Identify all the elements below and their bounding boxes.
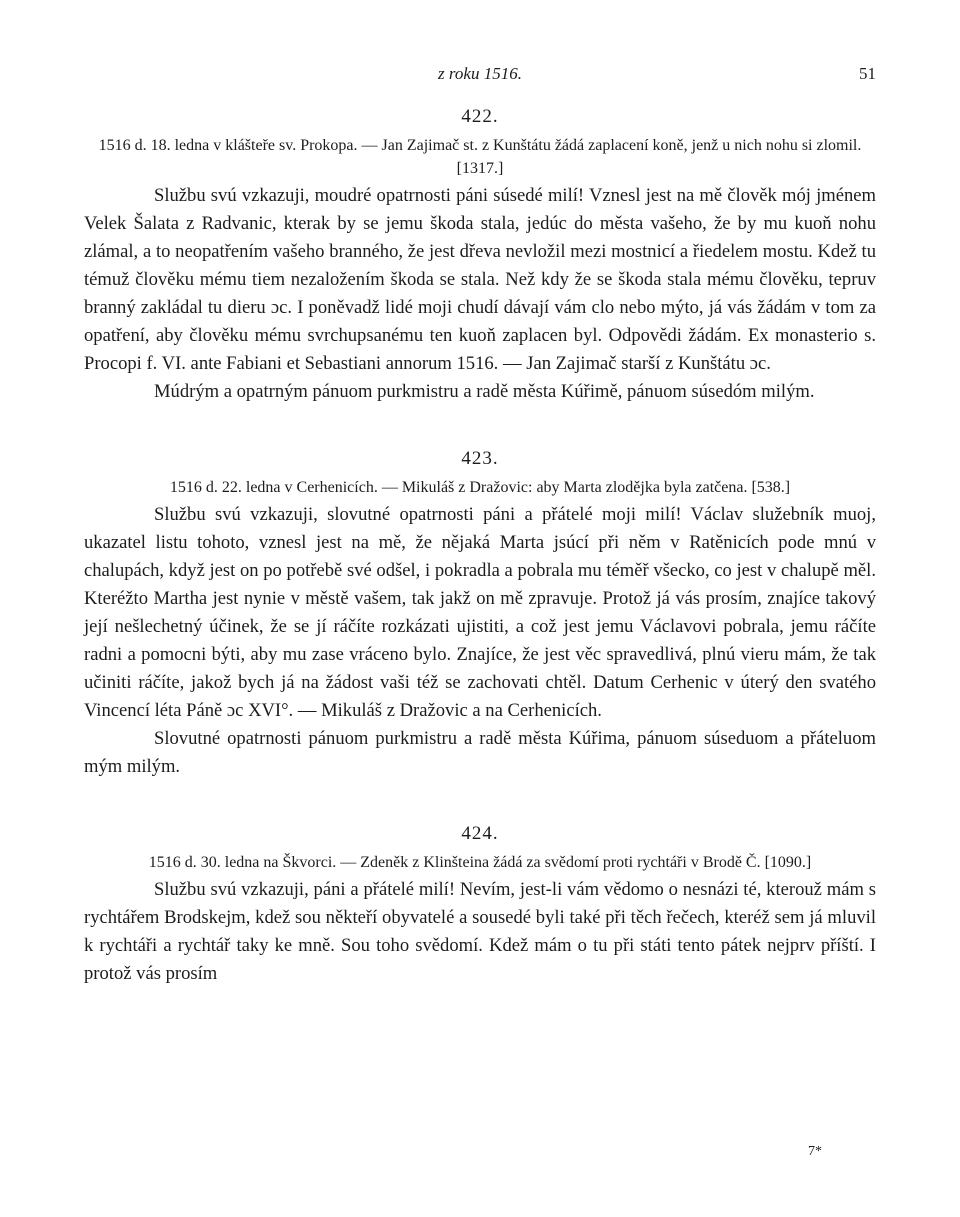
page-number: 51 <box>859 64 876 83</box>
document-number: 422. <box>461 106 499 127</box>
documents <box>84 104 876 988</box>
document-424 <box>84 821 876 988</box>
document-header: 1516 d. 22. ledna v Cerhenicích. — Mikuláš z Dražovic: aby Marta zlodějka byla zatčena. [538.] <box>169 479 791 496</box>
document-header: 1516 d. 30. ledna na Škvorci. — Zdeněk z Klinšteina žádá za svědomí proti rychtáři v Brodě Č. [1090.] <box>148 854 812 871</box>
letter-text: Službu svú vzkazuji, slovutné opatrnosti páni a přátelé moji milí! Václav služebník muoj, ukazatel listu tohoto, vznesl jest na mě, že nějaká Marta jsúcí při něm v Ratěnicích pode mnú v chalupách, když jest on po potřebě své odšel, i pokradla a pobrala mu téměř všecko, co jest v chalupě měl. Kteréžto Martha jest nynie v městě vašem, tak jakž on mě zpravuje. Protož já vás prosím, znajíce takový její nešlechetný účinek, že se jí ráčíte rozkázati ujistiti, a což jest jemu Václavovi pobrala, jemu ráčíte radni a pomocni býti, aby mu zase vráceno bylo. Znajíce, že jest věc spravedlivá, plnú vieru mám, že tak učiniti ráčíte, jakož bych já na žádost vaši též se zachovati chtěl. Datum Cerhenic v úterý den svatého Vincencí léta Páně ɔc XVI°. — Mikuláš z Dražovic a na Cerhenicích. <box>84 504 876 721</box>
document-423 <box>84 446 876 781</box>
document-number: 423. <box>461 448 499 469</box>
book-page <box>84 0 876 1217</box>
document-header: 1516 d. 18. ledna v klášteře sv. Prokopa. — Jan Zajimač st. z Kunštátu žádá zaplacení koně, jenž u nich nohu si zlomil. [1317.] <box>98 137 862 177</box>
document-422 <box>84 104 876 406</box>
letter-text: Službu svú vzkazuji, moudré opatrnosti páni súsedé milí! Vznesl jest na mě člověk mój jménem Velek Šalata z Radvanic, kterak by se jemu škoda stala, jedúc do města vašeho, že by mu kuoň nohu zlámal, a to neopatřením vašeho branného, že jest dřeva nevložil mezi mostnicí a řiedelem mostu. Kdež tu témuž člověku mému tiem nezaložením škoda se stala. Než kdy že se škoda stala mému člověku, tepruv branný zakládal tu dieru ɔc. I poněvadž lidé moji chudí dávají vám clo nebo mýto, já vás žádám v tom za opatření, aby člověku mému svrchupsanému ten kuoň zaplacen byl. Odpovědi žádám. Ex monasterio s. Procopi f. VI. ante Fabiani et Sebastiani annorum 1516. — Jan Zajimač starší z Kunštátu ɔc. <box>84 185 876 374</box>
letter-address: Slovutné opatrnosti pánuom purkmistru a radě města Kúřima, pánuom súseduom a přáteluom mým milým. <box>84 728 876 777</box>
signature-mark: 7* <box>808 1144 822 1159</box>
running-head <box>84 60 876 90</box>
letter-text: Službu svú vzkazuji, páni a přátelé milí! Nevím, jest-li vám vědomo o nesnázi té, kterouž mám s rychtářem Brodskejm, kdež sou někteří obyvatelé a sousedé byli také při těch řečech, kteréž sem já mluvil k rychtáři a rychtář taky ke mně. Sou toho svědomí. Kdež mám o tu při státi tento pátek nejprv příští. I protož vás prosím <box>84 879 876 984</box>
letter-address: Múdrým a opatrným pánuom purkmistru a radě města Kúřimě, pánuom súsedóm milým. <box>154 381 815 402</box>
running-title: z roku 1516. <box>438 64 522 83</box>
document-body <box>84 182 876 406</box>
document-body <box>84 501 876 781</box>
document-number: 424. <box>461 823 499 844</box>
document-body <box>84 876 876 988</box>
